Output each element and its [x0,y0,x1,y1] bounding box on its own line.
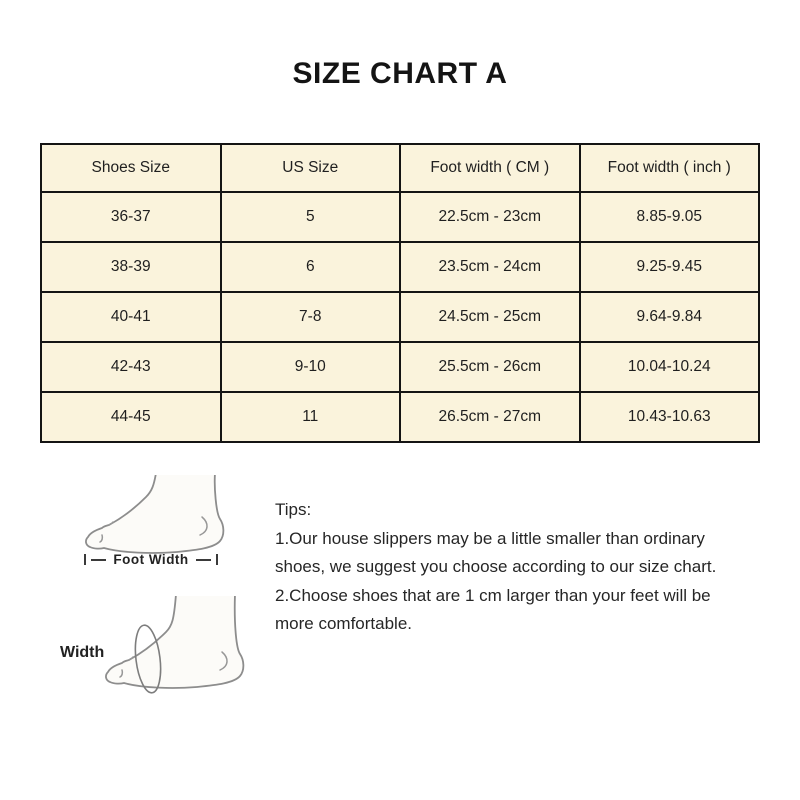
cell-shoes-size: 36-37 [41,192,221,242]
size-chart-table [40,143,760,443]
cell-shoes-size: 38-39 [41,242,221,292]
table-header-row [41,144,759,192]
foot-width-measure [84,552,218,567]
page-title: SIZE CHART A [292,57,508,90]
column-header-shoes-size: Shoes Size [41,144,221,192]
tips-heading: Tips: [275,500,312,519]
table-row [41,242,759,292]
cell-shoes-size: 44-45 [41,392,221,442]
cell-us-size: 7-8 [221,292,401,342]
cell-foot-width-inch: 10.43-10.63 [580,392,760,442]
tips-block [275,496,716,639]
table-row [41,392,759,442]
foot-side-view-icon [82,475,232,555]
measure-left-line [91,559,106,561]
tips-line: 1.Our house slippers may be a little smaller than ordinary [275,528,705,548]
cell-foot-width-cm: 24.5cm - 25cm [400,292,580,342]
cell-us-size: 9-10 [221,342,401,392]
cell-us-size: 5 [221,192,401,242]
cell-foot-width-inch: 9.25-9.45 [580,242,760,292]
foot-girth-icon [102,596,252,696]
foot-width-label: Foot Width [113,552,189,567]
measure-left-tick [84,554,86,565]
column-header-foot-width-inch: Foot width ( inch ) [580,144,760,192]
cell-foot-width-inch: 10.04-10.24 [580,342,760,392]
cell-foot-width-cm: 26.5cm - 27cm [400,392,580,442]
cell-foot-width-cm: 23.5cm - 24cm [400,242,580,292]
measure-right-line [196,559,211,561]
tips-line: shoes, we suggest you choose according to our size chart. [275,557,717,576]
cell-us-size: 6 [221,242,401,292]
cell-foot-width-cm: 25.5cm - 26cm [400,342,580,392]
cell-foot-width-inch: 8.85-9.05 [580,192,760,242]
tips-line: 2.Choose shoes that are 1 cm larger than your feet will be [275,585,711,605]
cell-foot-width-inch: 9.64-9.84 [580,292,760,342]
table-row [41,192,759,242]
cell-shoes-size: 42-43 [41,342,221,392]
column-header-us-size: US Size [221,144,401,192]
width-label: Width [60,644,105,661]
cell-shoes-size: 40-41 [41,292,221,342]
column-header-foot-width-cm: Foot width ( CM ) [400,144,580,192]
cell-foot-width-cm: 22.5cm - 23cm [400,192,580,242]
table-row [41,292,759,342]
tips-line: more comfortable. [275,614,412,633]
table-row [41,342,759,392]
cell-us-size: 11 [221,392,401,442]
measure-right-tick [216,554,218,565]
